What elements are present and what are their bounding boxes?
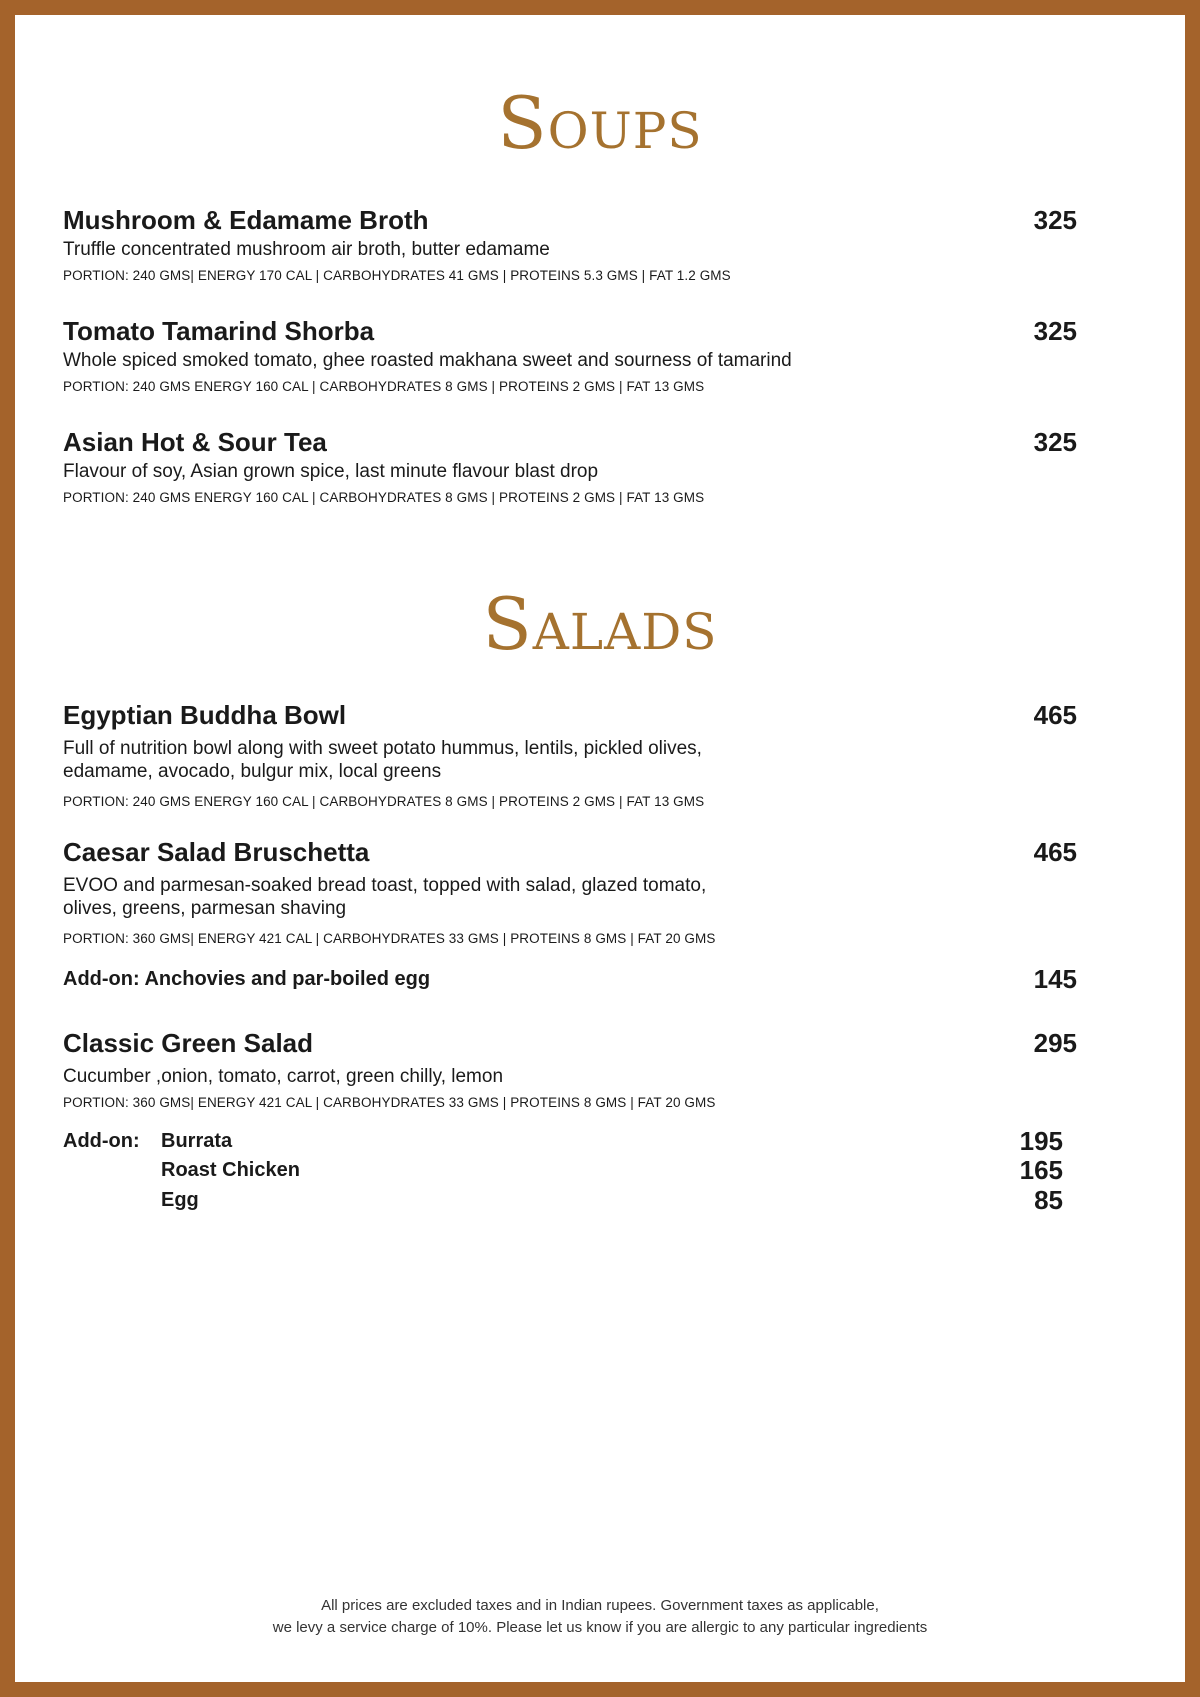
item-price: 325 — [1033, 427, 1077, 457]
addon-name: Egg — [161, 1189, 199, 1211]
menu-item-caesar-salad-bruschetta — [63, 836, 1077, 948]
salads-heading: Salads — [482, 582, 718, 666]
menu-item-asian-hot-sour-tea — [63, 426, 1077, 507]
menu-item-tomato-tamarind-shorba — [63, 315, 1077, 396]
menu-page — [15, 15, 1185, 1682]
item-price: 465 — [1033, 700, 1077, 730]
addon-label: Add-on: — [63, 1130, 140, 1152]
footer-note — [15, 1595, 1185, 1639]
item-price: 325 — [1033, 205, 1077, 235]
footer-line-2: we levy a service charge of 10%. Please let us know if you are allergic to any particular ingredients — [272, 1619, 928, 1636]
addon-price: 85 — [1034, 1185, 1063, 1215]
footer-line-1: All prices are excluded taxes and in Indian rupees. Government taxes as applicable, — [321, 1597, 879, 1614]
item-description: Cucumber ,onion, tomato, carrot, green chilly, lemon — [63, 1066, 504, 1087]
addon-name: Burrata — [161, 1130, 233, 1152]
item-name: Caesar Salad Bruschetta — [63, 837, 370, 867]
item-name: Asian Hot & Sour Tea — [63, 427, 327, 457]
item-description: Flavour of soy, Asian grown spice, last minute flavour blast drop — [63, 461, 599, 482]
menu-item-classic-green-salad — [63, 1027, 1077, 1112]
menu-item-egyptian-buddha-bowl — [63, 699, 1077, 811]
addon-label: Add-on: Anchovies and par-boiled egg — [63, 968, 431, 990]
item-price: 465 — [1033, 837, 1077, 867]
item-name: Mushroom & Edamame Broth — [63, 205, 429, 235]
item-name: Classic Green Salad — [63, 1028, 314, 1058]
item-nutrition: PORTION: 360 GMS| ENERGY 421 CAL | CARBOHYDRATES 33 GMS | PROTEINS 8 GMS | FAT 20 GMS — [63, 1095, 716, 1110]
addon-price: 195 — [1019, 1126, 1063, 1156]
item-price: 325 — [1033, 316, 1077, 346]
item-description-line-2: olives, greens, parmesan shaving — [63, 898, 347, 919]
item-price: 295 — [1033, 1028, 1077, 1058]
item-nutrition: PORTION: 240 GMS ENERGY 160 CAL | CARBOHYDRATES 8 GMS | PROTEINS 2 GMS | FAT 13 GMS — [63, 379, 705, 394]
addon-price: 145 — [1033, 964, 1077, 994]
item-description-line-2: edamame, avocado, bulgur mix, local greens — [63, 761, 442, 782]
item-description-line-1: Full of nutrition bowl along with sweet potato hummus, lentils, pickled olives, — [63, 738, 702, 759]
item-name: Egyptian Buddha Bowl — [63, 700, 347, 730]
item-description-line-1: EVOO and parmesan-soaked bread toast, topped with salad, glazed tomato, — [63, 875, 707, 896]
item-description: Whole spiced smoked tomato, ghee roasted makhana sweet and sourness of tamarind — [63, 350, 792, 371]
addon-name: Roast Chicken — [161, 1159, 300, 1181]
item-nutrition: PORTION: 240 GMS ENERGY 160 CAL | CARBOHYDRATES 8 GMS | PROTEINS 2 GMS | FAT 13 GMS — [63, 794, 705, 809]
item-description: Truffle concentrated mushroom air broth, butter edamame — [63, 239, 550, 260]
item-nutrition: PORTION: 360 GMS| ENERGY 421 CAL | CARBOHYDRATES 33 GMS | PROTEINS 8 GMS | FAT 20 GMS — [63, 931, 716, 946]
item-nutrition: PORTION: 240 GMS ENERGY 160 CAL | CARBOHYDRATES 8 GMS | PROTEINS 2 GMS | FAT 13 GMS — [63, 490, 705, 505]
soups-heading: Soups — [497, 81, 703, 165]
item-name: Tomato Tamarind Shorba — [63, 316, 375, 346]
addon-price: 165 — [1019, 1155, 1063, 1185]
item-nutrition: PORTION: 240 GMS| ENERGY 170 CAL | CARBOHYDRATES 41 GMS | PROTEINS 5.3 GMS | FAT 1.2 GMS — [63, 268, 731, 283]
menu-item-mushroom-edamame-broth — [63, 204, 1077, 285]
